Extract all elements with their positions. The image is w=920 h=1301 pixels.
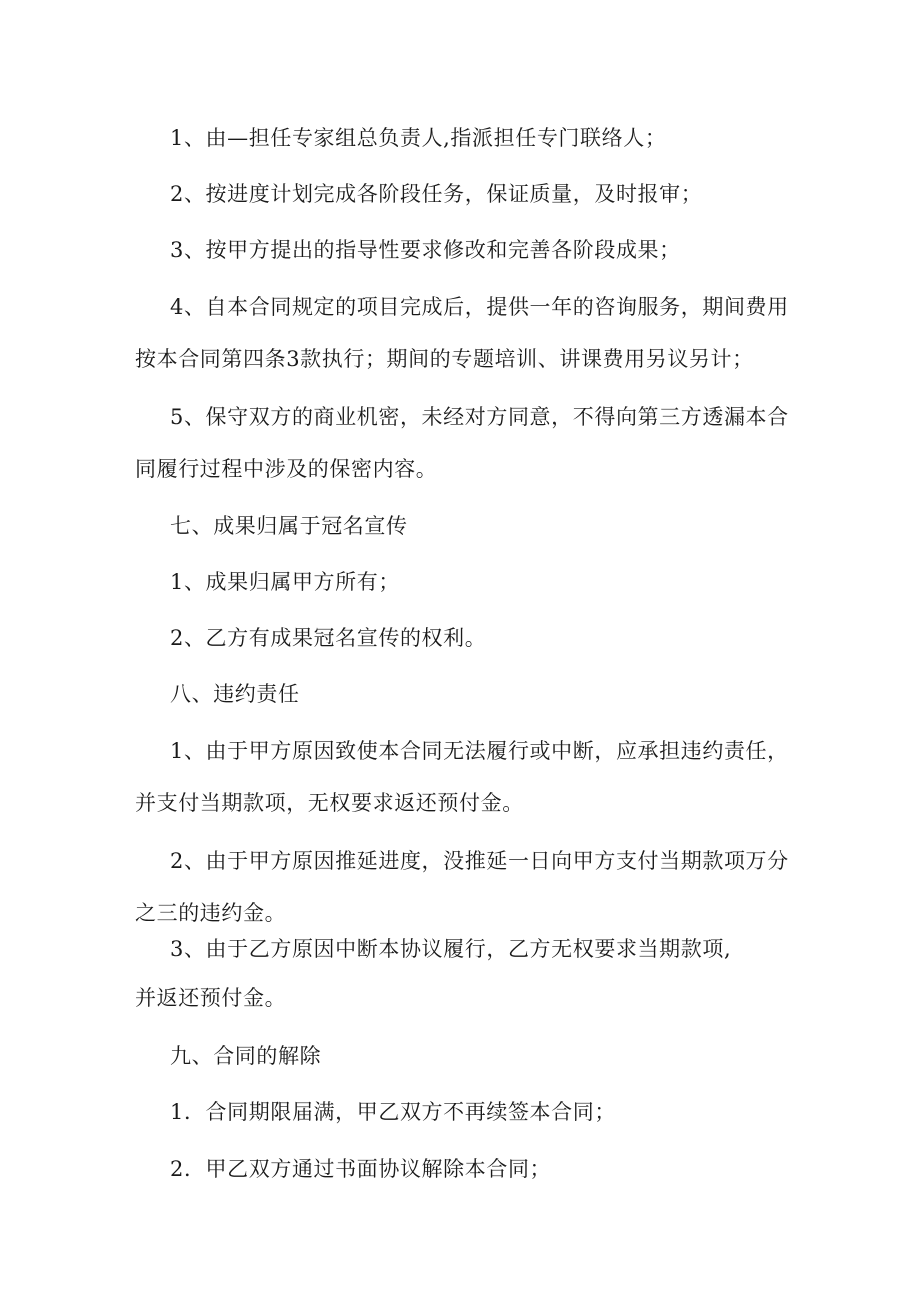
- section-heading: 九、合同的解除: [170, 1044, 322, 1068]
- text-line: 同履行过程中涉及的保密内容。: [135, 457, 438, 481]
- text-line: 2、乙方有成果冠名宣传的权利。: [170, 626, 487, 650]
- text-line: 按本合同第四条3款执行；期间的专题培训、讲课费用另议另计；: [135, 347, 754, 371]
- text-line: 1、成果归属甲方所有；: [170, 570, 400, 594]
- section-heading: 七、成果归属于冠名宣传: [170, 514, 408, 538]
- text-line: 1．合同期限届满，甲乙双方不再续签本合同；: [170, 1100, 616, 1124]
- text-line: 并支付当期款项，无权要求返还预付金。: [135, 791, 524, 815]
- text-line: 并返还预付金。: [135, 986, 287, 1010]
- text-line: 1、由于甲方原因致使本合同无法履行或中断，应承担违约责任，: [170, 739, 789, 763]
- section-heading: 八、违约责任: [170, 682, 300, 706]
- text-line: 3、由于乙方原因中断本协议履行，乙方无权要求当期款项,: [170, 937, 732, 961]
- text-line: 3、按甲方提出的指导性要求修改和完善各阶段成果；: [170, 238, 681, 262]
- text-line: 之三的违约金。: [135, 901, 287, 925]
- text-line: 1、由—担任专家组总负责人,指派担任专门联络人；: [170, 126, 667, 150]
- text-line: 5、保守双方的商业机密，未经对方同意，不得向第三方透漏本合: [170, 405, 789, 429]
- text-line: 4、自本合同规定的项目完成后，提供一年的咨询服务，期间费用: [170, 295, 789, 319]
- text-line: 2．甲乙双方通过书面协议解除本合同；: [170, 1157, 552, 1181]
- text-line: 2、按进度计划完成各阶段任务，保证质量，及时报审；: [170, 182, 703, 206]
- text-line: 2、由于甲方原因推延进度，没推延一日向甲方支付当期款项万分: [170, 849, 789, 873]
